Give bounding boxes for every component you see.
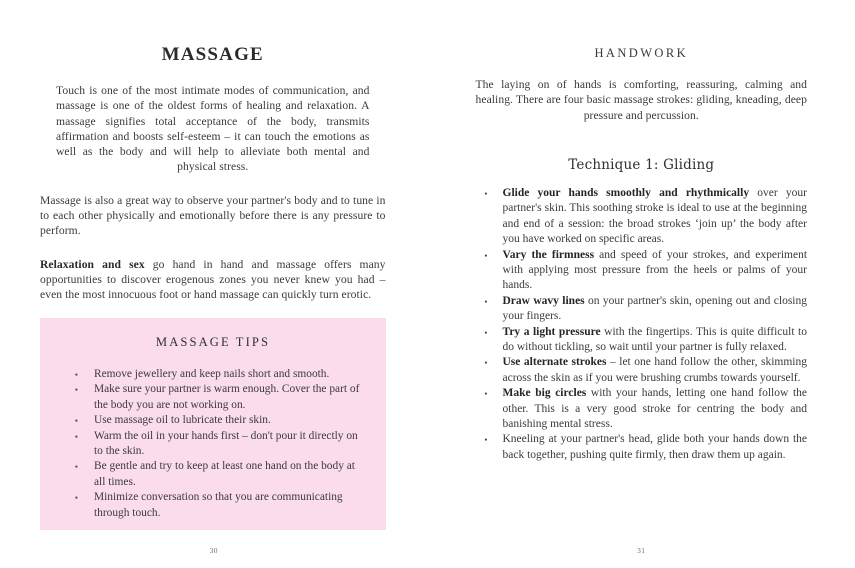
right-page [428,0,855,568]
list-item-lead: Glide your hands smoothly and rhythmically [502,186,750,199]
running-head: HANDWORK [594,46,688,60]
list-item-lead: Try a light pressure [502,325,601,338]
page-title: MASSAGE [161,44,264,65]
intro-paragraph: Touch is one of the most intimate modes of communication, and massage is one of the oldest forms of healing and relaxation. A massage signifies total acceptance of the body, transmits affirmation and boosts self-esteem – it can touch the emotions as well as the body and will help to alleviate both mental and physical stress. [56,84,370,174]
list-item-body: Kneeling at your partner's head, glide both your hands down the back together, pushing quite firmly, then draw them up again. [502,433,807,461]
list-item-lead: Use alternate strokes [502,356,607,369]
technique-list [476,186,808,463]
list-item: ▪ Remove jewellery and keep nails short and smooth. [94,367,366,382]
list-item-lead: Make big circles [502,387,587,400]
list-item: ▪ Warm the oil in your hands first – don't pour it directly on to the skin. [94,429,366,460]
section-heading: Technique 1: Gliding [568,156,715,173]
list-item [503,355,808,386]
page-number-left: 30 [209,546,218,555]
body-paragraph-2: Massage is also a great way to observe your partner's body and to tune in to each other physically and emotionally before there is any pressure to perform. [40,193,386,238]
list-item-body: and speed of your strokes, and experiment with applying most pressure from the heels or palms of your hands. [502,248,808,292]
body-paragraph-3 [40,239,386,303]
list-item [503,325,808,356]
massage-tips-box [40,318,386,530]
list-item: ▪ Be gentle and try to keep at least one hand on the body at all times. [94,459,366,490]
list-item-body: over your partner's skin. This soothing stroke is ideal to use at the beginning and end of a session: the broad strokes ‘join up’ the body after you have worked on specific areas. [502,186,807,246]
list-item: ▪ Use massage oil to lubricate their skin. [94,413,366,428]
list-item [503,186,808,248]
list-item [503,432,808,463]
paragraph-3-lead-in: Relaxation and sex [40,257,145,271]
list-item: ▪ Minimize conversation so that you are communicating through touch. [94,490,366,521]
paragraph-3-rest: go hand in hand and massage offers many opportunities to discover erogenous zones you never knew you had – even the most innocuous foot or hand massage can quickly turn erotic. [40,257,386,302]
list-item-body: with the fingertips. This is quite difficult to do without tickling, so wait until your partner is fully relaxed. [502,325,807,353]
list-item: ▪ Make sure your partner is warm enough. Cover the part of the body you are not working on. [94,382,366,413]
page-number-right: 31 [637,546,646,555]
list-item [503,248,808,294]
list-item-body: – let one hand follow the other, skimming across the skin as if you were brushing crumbs towards yourself. [502,356,808,384]
list-item [503,386,808,432]
tips-list [58,367,368,521]
list-item-lead: Draw wavy lines [502,294,585,307]
list-item-body: on your partner's skin, opening out and closing your fingers. [502,294,807,323]
intro-paragraph-right: The laying on of hands is comforting, reassuring, calming and healing. There are four basic massage strokes: gliding, kneading, deep pressure and percussion. [475,78,807,122]
tips-box-heading: MASSAGE TIPS [155,335,271,349]
list-item [503,294,808,325]
list-item-body: with your hands, letting one hand follow the other. This is a very good stroke for centring the body and banishing mental stress. [502,387,807,430]
list-item-lead: Vary the firmness [502,248,595,261]
